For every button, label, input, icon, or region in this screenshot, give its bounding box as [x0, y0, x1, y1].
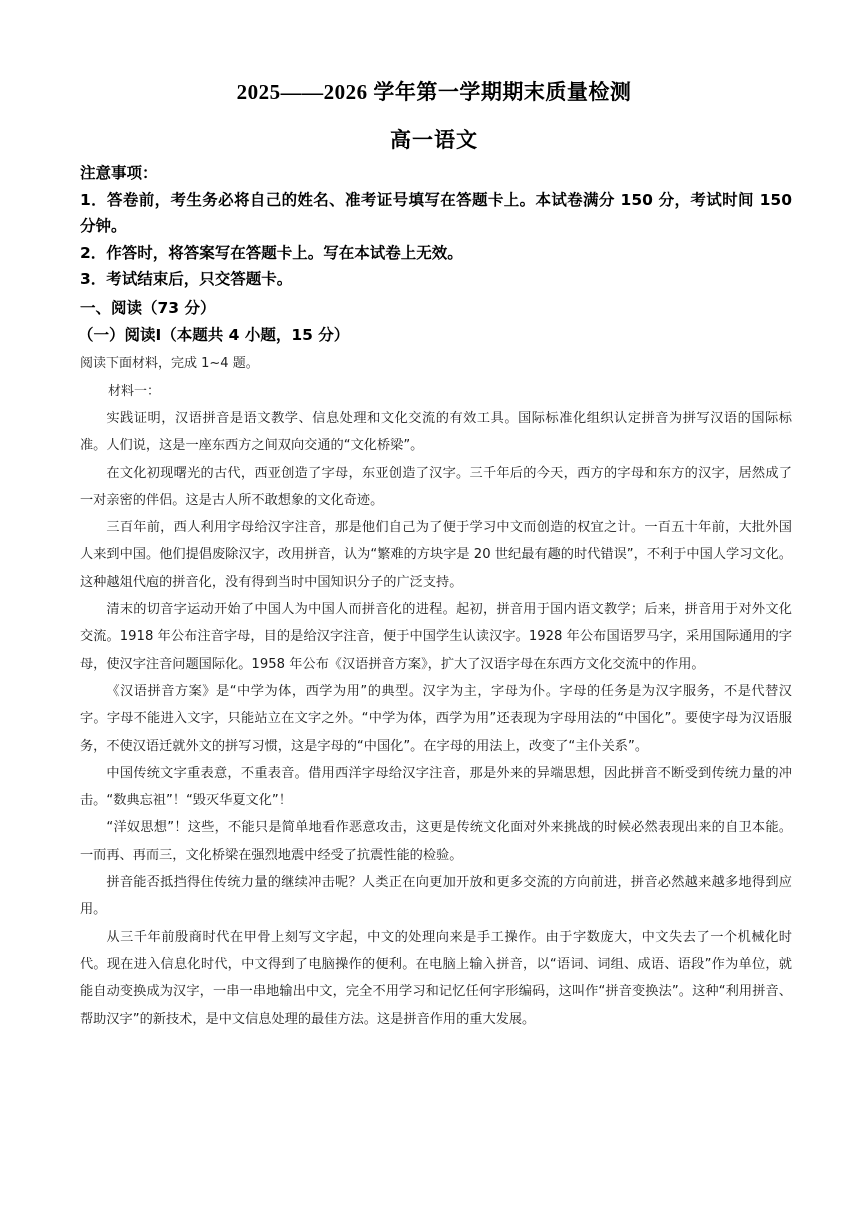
subsection-heading: （一）阅读Ⅰ（本题共 4 小题，15 分）: [78, 326, 350, 344]
paragraph: 《汉语拼音方案》是“中学为体，西学为用”的典型。汉字为主，字母为仆。字母的任务是为汉字服务，不是代替汉字。字母不能进入文字，只能站立在文字之外。“中学为体，西学为用”还表现为字母用法的“中国化”。要使字母为汉语服务，不使汉语迁就外文的拼写习惯，这是字母的“中国化”。在字母的用法上，改变了“主仆关系”。: [80, 683, 792, 754]
paragraph: “洋奴思想”！这些，不能只是简单地看作恶意攻击，这更是传统文化面对外来挑战的时候必然表现出来的自卫本能。一而再、再而三，文化桥梁在强烈地震中经受了抗震性能的检验。: [80, 820, 792, 863]
notes-item: 3．考试结束后，只交答题卡。: [80, 270, 293, 288]
exam-subject: 高一语文: [390, 128, 478, 152]
paragraph: 拼音能否抵挡得住传统力量的继续冲击呢？人类正在向更加开放和更多交流的方向前进，拼音必然越来越多地得到应用。: [80, 875, 792, 918]
notes-block: [80, 160, 792, 293]
material-label: 材料一：: [108, 384, 161, 399]
notes-heading: 注意事项：: [80, 164, 158, 182]
paragraph: 三百年前，西人利用字母给汉字注音，那是他们自己为了便于学习中文而创造的权宜之计。一百五十年前，大批外国人来到中国。他们提倡废除汉字，改用拼音，认为“繁难的方块字是 20 世纪最有趣的时代错误”，不利于中国人学习文化。这种越俎代庖的拼音化，没有得到当时中国知识分子的广泛支持。: [80, 520, 792, 590]
notes-item: 2．作答时，将答案写在答题卡上。写在本试卷上无效。: [80, 243, 463, 262]
reading-instruction: 阅读下面材料，完成 1~4 题。: [80, 356, 259, 371]
section-heading: 一、阅读（73 分）: [80, 299, 216, 317]
exam-title: 2025——2026 学年第一学期期末质量检测: [236, 80, 632, 104]
material-body: [80, 405, 792, 1033]
notes-item: 1．答卷前，考生务必将自己的姓名、准考证号填写在答题卡上。本试卷满分 150 分，考试时间 150 分钟。: [80, 190, 792, 235]
paragraph: 实践证明，汉语拼音是语文教学、信息处理和文化交流的有效工具。国际标准化组织认定拼音为拼写汉语的国际标准。人们说，这是一座东西方之间双向交通的“文化桥梁”。: [80, 411, 792, 454]
paragraph: 从三千年前殷商时代在甲骨上刻写文字起，中文的处理向来是手工操作。由于字数庞大，中文失去了一个机械化时代。现在进入信息化时代，中文得到了电脑操作的便利。在电脑上输入拼音，以“语词、词组、成语、语段”作为单位，就能自动变换成为汉字，一串一串地输出中文，完全不用学习和记忆任何字形编码，这叫作“拼音变换法”。这种“利用拼音、帮助汉字”的新技术，是中文信息处理的最佳方法。这是拼音作用的重大发展。: [80, 929, 792, 1027]
paragraph: 中国传统文字重表意，不重表音。借用西洋字母给汉字注音，那是外来的异端思想，因此拼音不断受到传统力量的冲击。“数典忘祖”！“毁灭华夏文化”！: [80, 765, 792, 809]
paragraph: 在文化初现曙光的古代，西亚创造了字母，东亚创造了汉字。三千年后的今天，西方的字母和东方的汉字，居然成了一对亲密的伴侣。这是古人所不敢想象的文化奇迹。: [80, 465, 792, 508]
paragraph: 清末的切音字运动开始了中国人为中国人而拼音化的进程。起初，拼音用于国内语文教学；后来，拼音用于对外文化交流。1918 年公布注音字母，目的是给汉字注音，便于中国学生认读汉字。1928 年公布国语罗马字，采用国际通用的字母，使汉字注音问题国际化。1958 年公布《汉语拼音方案》，扩大了汉语字母在东西方文化交流中的作用。: [80, 602, 792, 672]
